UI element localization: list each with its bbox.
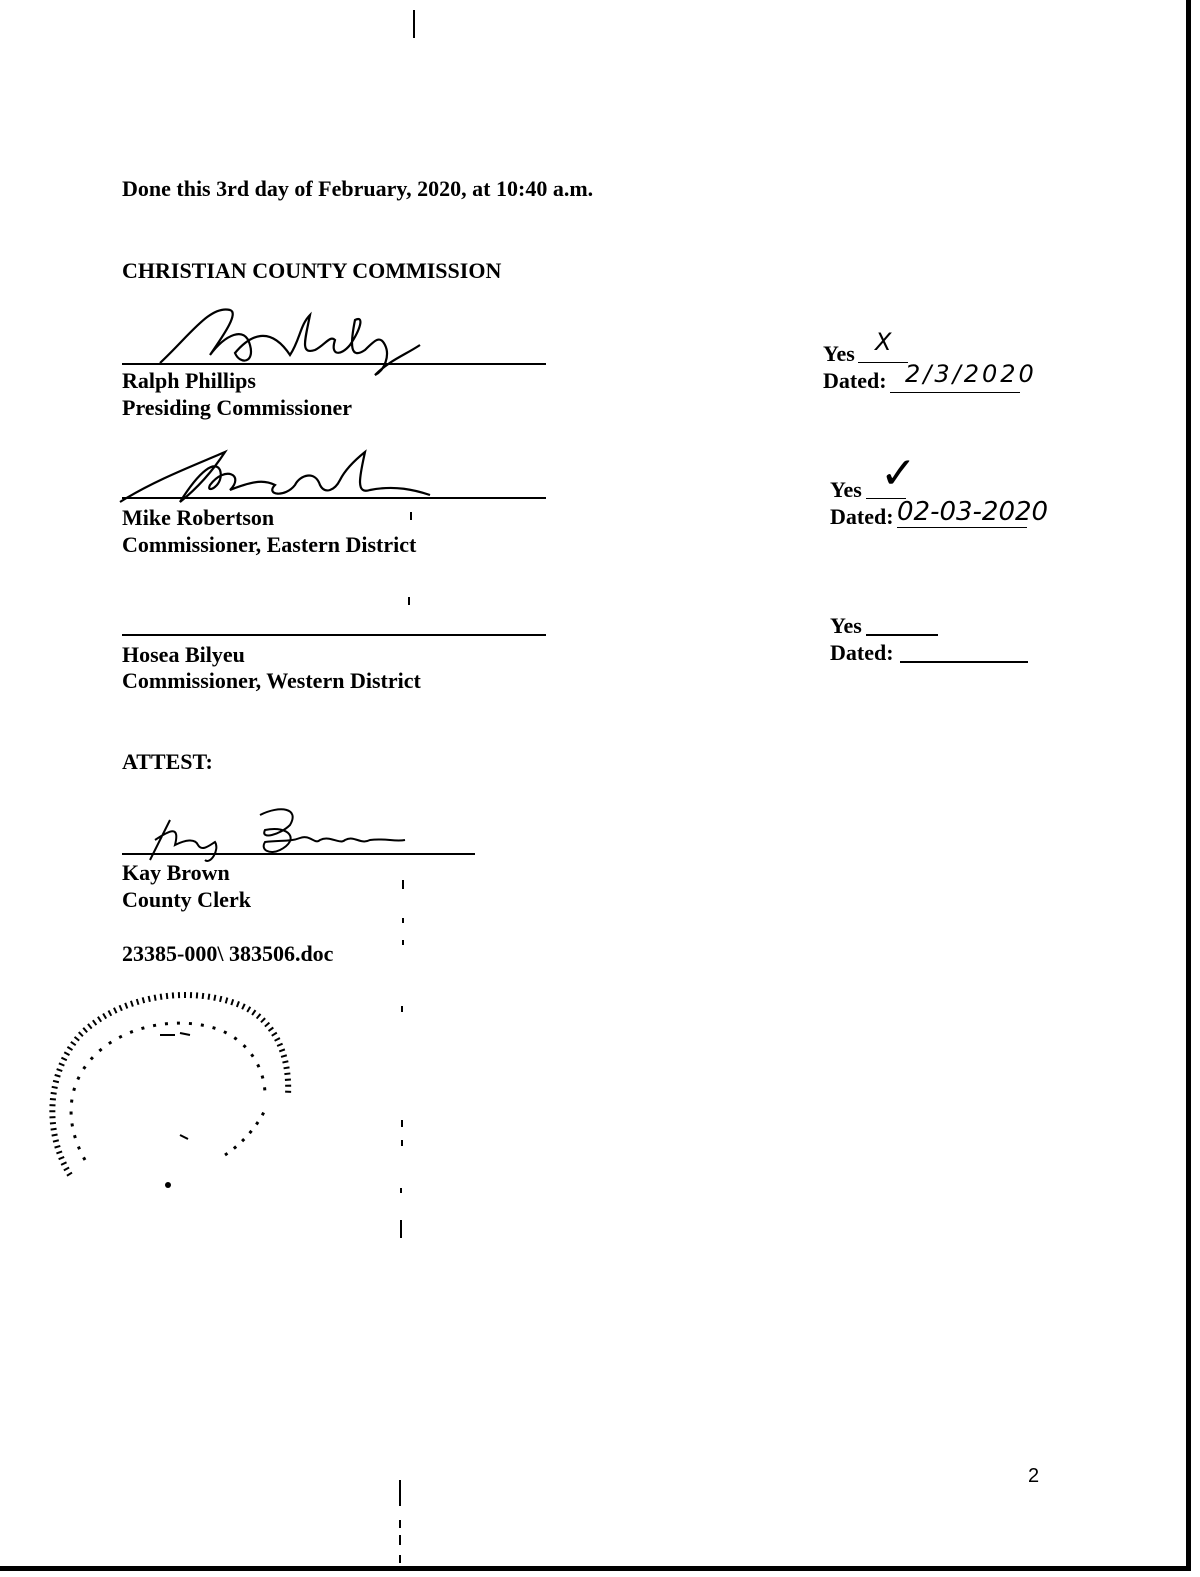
vote-mark: X [875, 328, 892, 356]
scan-mark [401, 1120, 403, 1127]
dated-label: Dated: [823, 368, 887, 393]
scan-mark [399, 1555, 401, 1563]
signature-line-hosea-bilyeu [122, 634, 546, 636]
scan-mark [399, 1480, 401, 1506]
signer-name: Ralph Phillips [122, 368, 256, 393]
signer-title: Commissioner, Western District [122, 668, 421, 693]
scan-mark [402, 880, 404, 889]
signature-line-kay-brown [122, 853, 475, 855]
signer-title: Commissioner, Eastern District [122, 532, 417, 557]
signature-mike-robertson [115, 440, 435, 510]
commission-title: CHRISTIAN COUNTY COMMISSION [122, 258, 502, 283]
dated-value: 02-03-2020 [897, 497, 1049, 527]
scan-mark [401, 1006, 403, 1012]
scan-mark [408, 597, 410, 605]
dated-label: Dated: [830, 504, 894, 529]
scan-mark [402, 918, 404, 923]
signer-name: Hosea Bilyeu [122, 642, 245, 667]
dated-line [900, 661, 1028, 663]
county-seal [40, 985, 300, 1185]
scan-mark [410, 512, 412, 520]
signature-line-ralph-phillips [122, 363, 546, 365]
signer-title: Presiding Commissioner [122, 395, 352, 420]
page-number: 2 [1028, 1465, 1040, 1487]
dated-value: 2/3/2020 [905, 360, 1037, 388]
scan-mark [400, 1188, 402, 1193]
scan-mark [402, 940, 404, 945]
vote-mark: ✓ [880, 448, 917, 499]
vote-label: Yes [830, 477, 862, 502]
vote-label: Yes [823, 341, 855, 366]
scan-mark [401, 1140, 403, 1146]
signature-line-mike-robertson [122, 497, 546, 499]
scan-mark [413, 10, 415, 38]
doc-reference: 23385-000\ 383506.doc [122, 941, 334, 966]
clerk-name: Kay Brown [122, 860, 230, 885]
vote-line [866, 634, 938, 636]
scan-mark [399, 1520, 401, 1528]
scan-mark [400, 1220, 402, 1238]
signer-name: Mike Robertson [122, 505, 275, 530]
vote-line [858, 362, 908, 363]
clerk-title: County Clerk [122, 887, 251, 912]
done-line: Done this 3rd day of February, 2020, at 10:40 a.m. [122, 176, 594, 201]
dated-label: Dated: [830, 640, 894, 665]
attest-label: ATTEST: [122, 749, 213, 774]
scan-mark [399, 1535, 401, 1545]
dated-line [897, 527, 1027, 528]
vote-label: Yes [830, 613, 862, 638]
dated-line [890, 392, 1020, 393]
